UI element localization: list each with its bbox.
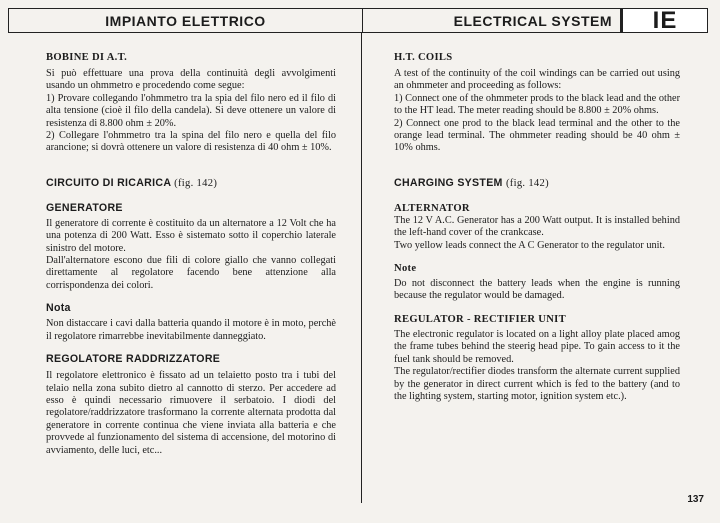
column-divider [361,33,362,503]
alternator-heading-en: ALTERNATOR [394,202,470,214]
coils-step1-it: 1) Provare collegando l'ohmmetro tra la spia del filo nero ed il filo di alta tensione (cioè il filo della candela). Si deve ottenere un valore di resistenza di 8.800 ohm ± 20%. [46,92,336,129]
header-title-english: ELECTRICAL SYSTEM [453,12,612,29]
coils-text-it: Si può effettuare una prova della continuità degli avvolgimenti usando un ohmmetro e procedendo come segue: [46,68,336,92]
regulator-text1-en: The electronic regulator is located on a light alloy plate placed amog the frame tubes behind the steerig head pipe. To gain access to it the fuel tank should be removed. [394,328,680,365]
charging-heading-en [394,177,680,190]
coils-heading-it: BOBINE DI A.T. [46,52,128,63]
header-title-italian: IMPIANTO ELETTRICO [9,9,363,32]
coils-heading-en: H.T. COILS [394,52,453,63]
note-text-en: Do not disconnect the battery leads when the engine is running because the regulator would be damaged. [394,278,680,302]
italian-column [46,40,336,457]
generator-heading-it: GENERATORE [46,201,123,214]
generator-text1-it: Il generatore di corrente è costituito da un alternatore a 12 Volt che ha una potenza di 200 Watt. Esso è sistemato sotto il coperchio laterale sinistro del motore. [46,217,336,254]
charging-fig-en: (fig. 142) [505,177,549,189]
regulator-heading-it: REGOLATORE RADDRIZZATORE [46,353,221,366]
note-heading-it: Nota [46,302,71,315]
charging-title-en: CHARGING SYSTEM [394,176,503,189]
charging-fig-it: (fig. 142) [174,177,218,189]
alternator-text2-en: Two yellow leads connect the A C Generator to the regulator unit. [394,239,665,251]
page-number: 137 [687,494,704,505]
english-column [394,40,680,403]
coils-text-en: A test of the continuity of the coil windings can be carried out using an ohmmeter and proceeding as follows: [394,68,680,92]
coils-step2-it: 2) Collegare l'ohmmetro tra la spina del filo nero e quella del filo arancione; si dovrà ottenere un valore di resistenza di 40 ohm ± 10%. [46,130,336,154]
charging-title-it: CIRCUITO DI RICARICA [46,176,171,189]
coils-step2-en: 2) Connect one prod to the black lead terminal and the other to the orange lead terminal. The ohmmeter reading should be 40 ohm ± 10% ohms. [394,117,680,154]
coils-step1-en: 1) Connect one of the ohmmeter prods to the black lead and the other to the HT lead. The meter reading should be 8.800 ± 20% ohms. [394,92,680,117]
note-heading-en: Note [394,263,417,275]
note-text-it: Non distaccare i cavi dalla batteria quando il motore è in moto, perchè il regolatore rimarrebbe inevitabilmente danneggiato. [46,318,336,342]
alternator-text1-en: The 12 V A.C. Generator has a 200 Watt output. It is installed behind the left-hand cover of the crankcase. [394,214,680,239]
page-header [8,8,708,33]
generator-text2-it: Dall'alternatore escono due fili di colore giallo che vanno collegati direttamente al regolatore facendo bene attenzione alla corrispondenza dei colori. [46,255,336,291]
regulator-heading-en: REGULATOR - RECTIFIER UNIT [394,313,566,325]
section-code-badge: IE [620,9,707,32]
regulator-text2-en: The regulator/rectifier diodes transform the alternate current supplied by the generator in direct current which is fed to the battery (and to the lighting system, starting motor, ignition system etc.). [394,366,680,402]
charging-heading-it [46,177,336,190]
regulator-text-it: Il regolatore elettronico è fissato ad un telaietto posto tra i tubi del telaio nella zona subito dietro al cannotto di sterzo. Per accedere ad esso è quindi necessario rimuovere il serbatoio. I diodi del regolatore/raddrizzatore trasformano la corrente alternata prodotta dal generatore in corrente continua che viene inviata alla batteria e che provvede al funzionamento del sistema di accensione, del motorino di avviamento, delle luci, etc... [46,370,336,456]
